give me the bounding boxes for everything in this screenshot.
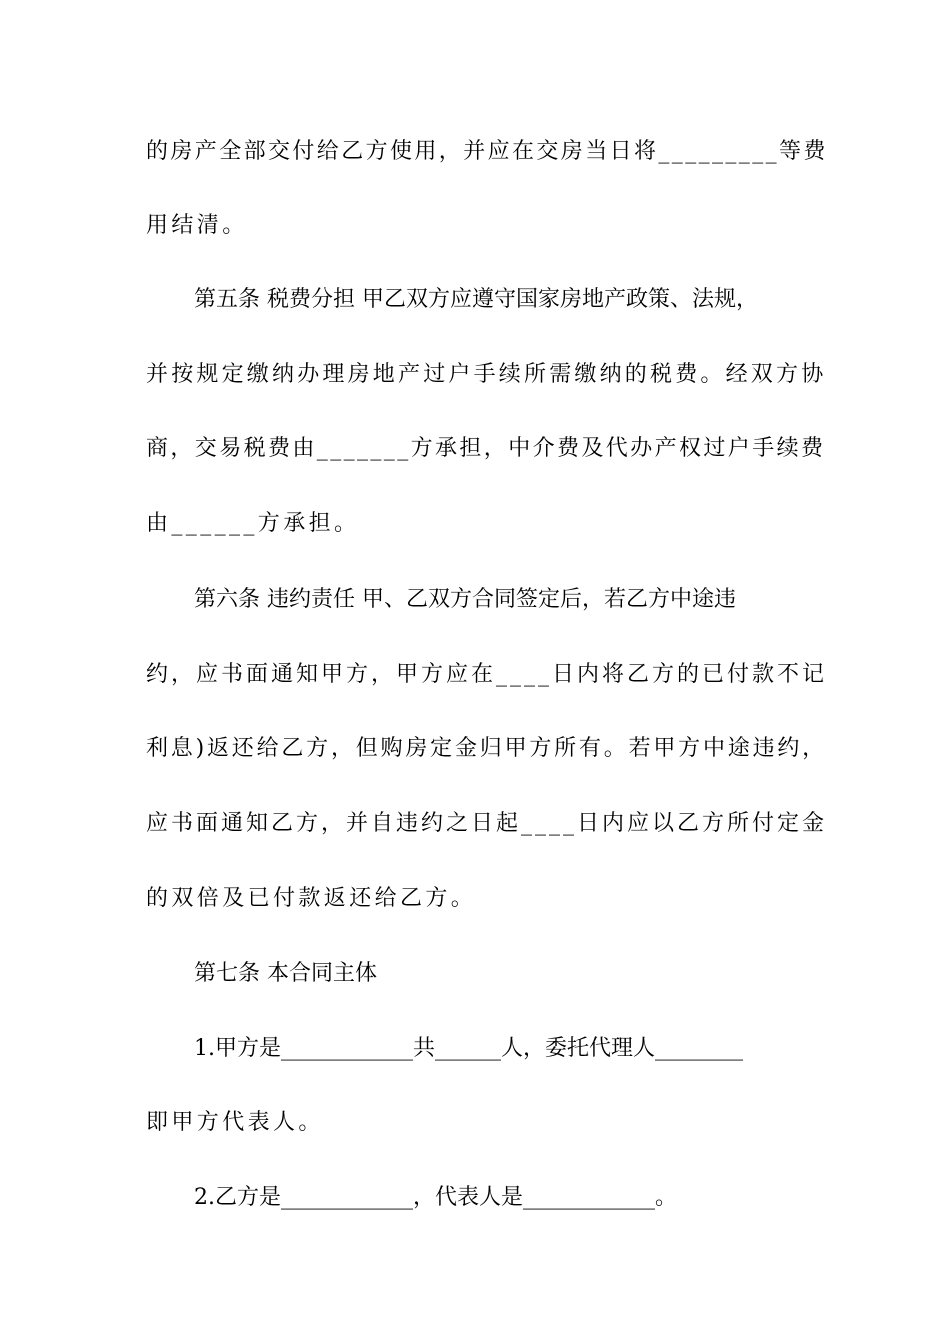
text-line-6: 由______方承担。 [146, 511, 360, 536]
party-b-line: 2.乙方是____________，代表人是____________。 [194, 1185, 677, 1210]
article-7-heading: 第七条 本合同主体 [194, 961, 377, 986]
text-line-5: 商，交易税费由_______方承担，中介费及代办产权过户手续费 [146, 436, 826, 461]
text-line-8: 约，应书面通知甲方，甲方应在____日内将乙方的已付款不记 [146, 662, 828, 687]
text-line-1: 的房产全部交付给乙方使用，并应在交房当日将_________等费 [146, 139, 828, 164]
text-line-14: 即甲方代表人。 [146, 1110, 324, 1135]
article-5-heading-line: 第五条 税费分担 甲乙双方应遵守国家房地产政策、法规， [194, 287, 758, 312]
text-line-9: 利息)返还给乙方，但购房定金归甲方所有。若甲方中途违约， [146, 736, 827, 761]
text-line-4: 并按规定缴纳办理房地产过户手续所需缴纳的税费。经双方协 [146, 362, 827, 387]
party-a-line: 1.甲方是____________共______人，委托代理人________ [194, 1036, 743, 1061]
article-6-heading-line: 第六条 违约责任 甲、乙双方合同签定后，若乙方中途违 [194, 587, 736, 612]
text-line-11: 的双倍及已付款返还给乙方。 [146, 886, 477, 911]
text-line-2: 用结清。 [146, 213, 248, 238]
text-line-10: 应书面通知乙方，并自违约之日起____日内应以乙方所付定金 [146, 811, 828, 836]
